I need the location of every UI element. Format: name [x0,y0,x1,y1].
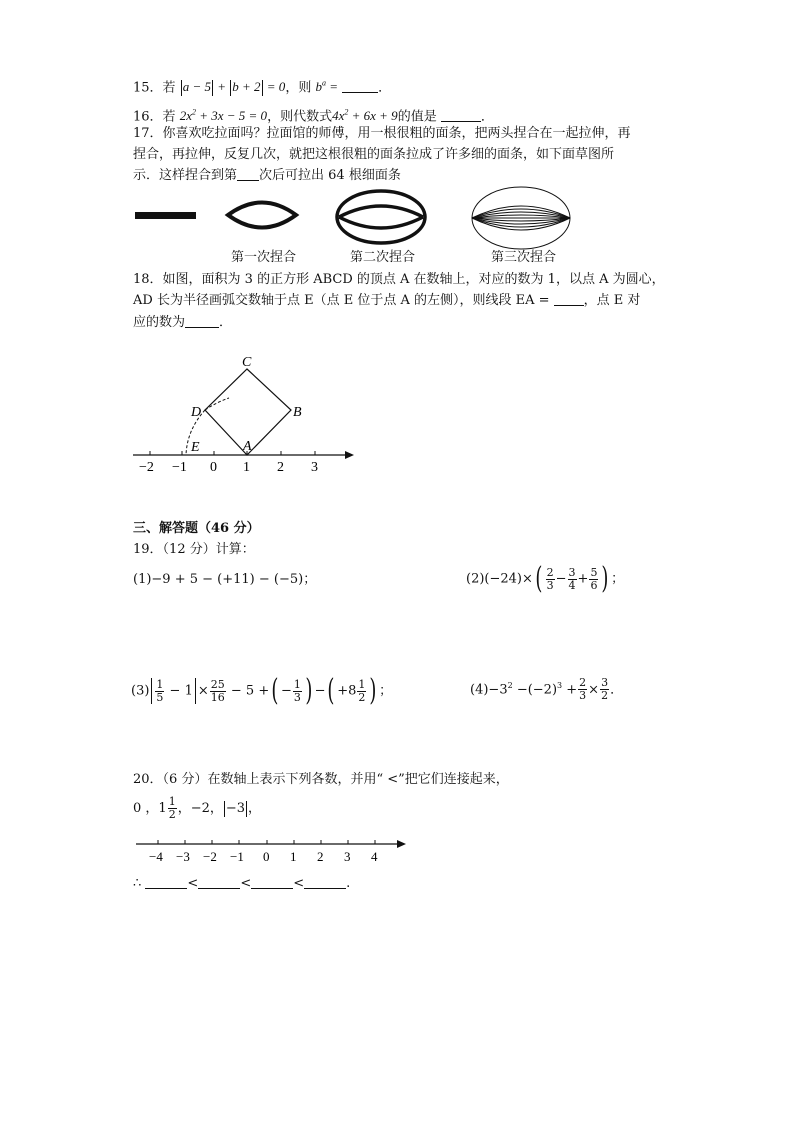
q20-answer-line: ∴ < < < . [133,876,351,891]
tick-label: −3 [176,849,190,864]
tick-label: 1 [290,849,297,864]
q20-number-line [130,833,415,867]
tick-label: −1 [230,849,244,864]
tick-label: 1 [243,460,250,475]
tick-label: 0 [263,849,270,864]
q20-blank-1[interactable] [145,888,187,889]
section-title: 三、解答题（46 分） [133,521,260,536]
q18-ea-blank[interactable] [554,305,584,306]
tick-label: 3 [311,460,318,475]
q15-expression: a − 5 + b + 2 = 0 [180,79,286,94]
noodle-fold-1 [228,203,296,228]
tick-label: −2 [139,460,154,475]
q18-e-value-blank[interactable] [185,327,219,328]
q20-blank-2[interactable] [198,888,240,889]
tick-label: 2 [277,460,284,475]
question-16: 16．若 $2x^2 + 3x - 5 = 0$，则代数式$4x^2 + 6x + 9$的值是 ． [133,108,494,125]
question-18-line2: AD 长为半径画弧交数轴于点 E（点 E 位于点 A 的左侧），则线段 EA = ，点 E 对 [133,293,641,308]
q19-part3: (3) $\frac{1}{5}$ − 1 × $\frac{25}{16}$ − 5 +( − $\frac{1}{3}$ ) −( +8 $\frac{1}{2}$ ) ； [131,673,393,708]
q19-part2: (2)(−24)×( $\frac{2}{3}$ − $\frac{3}{4}$ + $\frac{5}{6}$ ) ； [466,561,625,596]
arc-ad [205,398,229,410]
tick-label: 3 [344,849,351,864]
caption-fold-2: 第二次捏合 [350,250,416,265]
square-numberline-figure [125,350,365,475]
question-19-title: 19．（12 分）计算： [133,542,255,557]
q19-part1: (1)−9 + 5 − (+11) − (−5)； [133,572,317,587]
question-17-line2: 捏合，再拉伸，反复几次，就把这根很粗的面条拉成了许多细的面条，如下面草图所 [133,147,615,162]
tick-label: 0 [210,460,217,475]
caption-fold-1: 第一次捏合 [231,250,297,265]
point-label-a: A [243,439,252,454]
noodle-initial [135,212,196,219]
tick-label: 2 [317,849,324,864]
caption-fold-3: 第三次捏合 [491,250,557,265]
question-18-line1: 18．如图，面积为 3 的正方形 ABCD 的顶点 A 在数轴上，对应的数为 1，以点 A 为圆心， [133,272,665,287]
question-20-title: 20．（6 分）在数轴上表示下列各数，并用“ <”把它们连接起来， [133,772,509,787]
q20-blank-4[interactable] [304,888,346,889]
question-15: 15．若 a − 5 + b + 2 = 0，则 $b^a$ = ． [133,79,392,96]
noodle-fold-3 [472,187,570,249]
q19-part4: $(4)-3^2 -(-2)^3$ + $\frac{2}{3}$ × $\frac{3}{2}$ ． [470,676,624,703]
question-17-line3: 示．这样捏合到第 次后可拉出 64 根细面条 [133,168,401,183]
tick-label: −1 [172,460,187,475]
noodle-fold-2 [337,191,425,243]
question-17-line1: 17．你喜欢吃拉面吗？拉面馆的师傅，用一根很粗的面条，把两头捏合在一起拉伸，再 [133,126,631,141]
number-line-arrow [345,451,354,459]
q20-numbers: 0 ，1 $\frac{1}{2}$ ，−2， −3 ， [133,795,262,821]
tick-label: −2 [203,849,217,864]
q20-blank-3[interactable] [251,888,293,889]
tick-label: 4 [371,849,378,864]
point-label-b: B [293,405,302,420]
number-line-ticks [150,451,315,455]
point-label-c: C [242,355,252,370]
question-18-line3: 应的数为 ． [133,315,233,330]
point-label-d: D [191,405,202,420]
point-label-e: E [191,440,200,455]
tick-label: −4 [149,849,163,864]
